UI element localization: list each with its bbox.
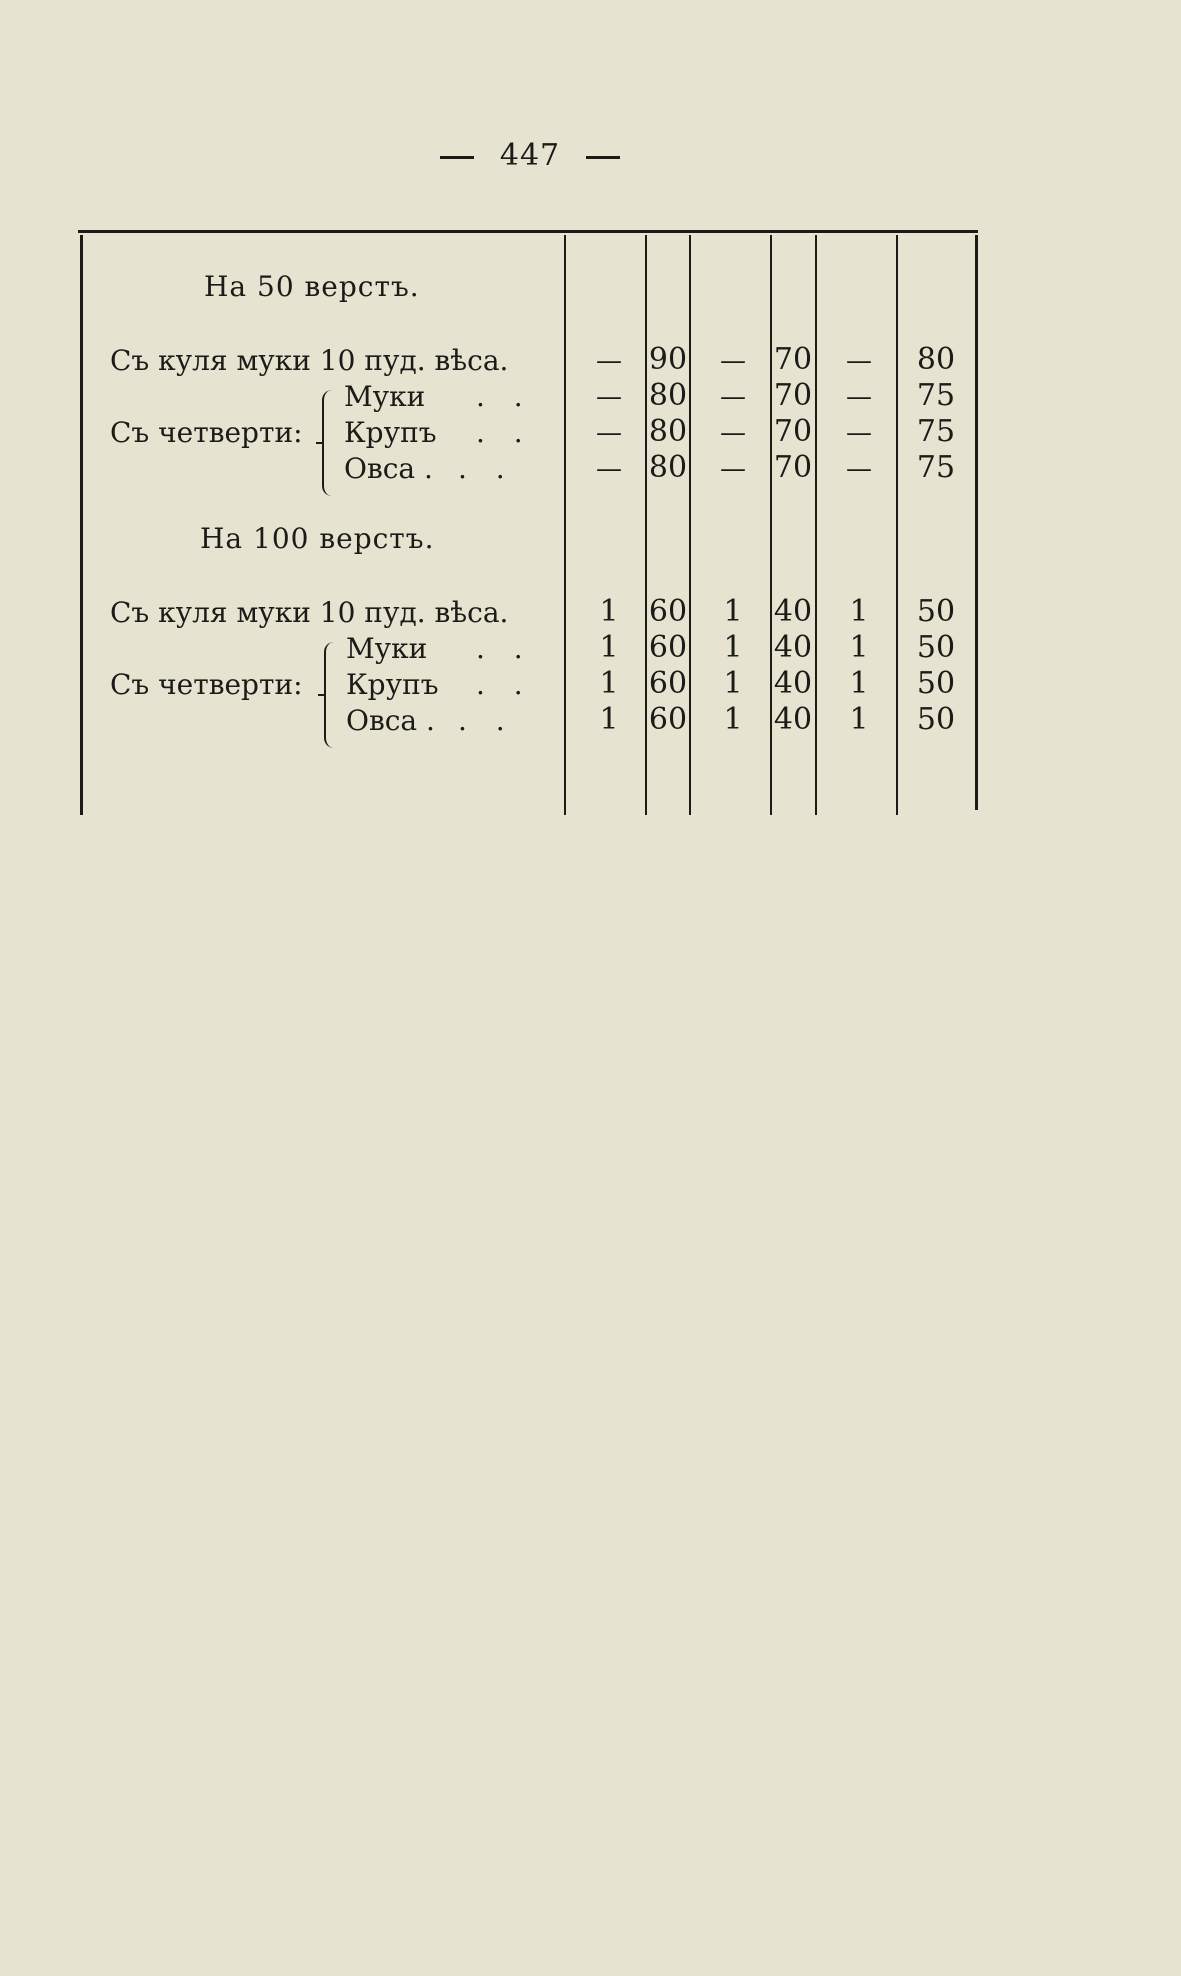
value-cell: 70	[773, 342, 813, 377]
row-label: Съ куля муки 10 пуд. вѣса.	[110, 344, 509, 377]
value-cell: —	[720, 418, 746, 448]
value-cell: 40	[773, 702, 813, 737]
value-cell: 1	[723, 594, 743, 629]
value-cell: —	[846, 346, 872, 376]
value-cell: 60	[648, 630, 688, 665]
value-cell: 40	[773, 630, 813, 665]
value-cell: 40	[773, 666, 813, 701]
leader-dots: . .	[476, 416, 533, 449]
dash-right	[586, 156, 620, 159]
column-divider	[564, 235, 566, 815]
value-cell: 1	[849, 630, 869, 665]
value-cell: —	[720, 346, 746, 376]
table-left-border	[80, 235, 83, 815]
value-cell: 1	[599, 594, 619, 629]
value-cell: 60	[648, 666, 688, 701]
value-cell: —	[596, 454, 622, 484]
value-cell: 1	[849, 594, 869, 629]
value-cell: —	[596, 382, 622, 412]
value-cell: 60	[648, 702, 688, 737]
row-label: Муки	[346, 632, 428, 665]
row-label: Крупъ	[344, 416, 437, 449]
value-cell: 1	[723, 702, 743, 737]
value-cell: 90	[648, 342, 688, 377]
value-cell: 50	[916, 630, 956, 665]
value-cell: 80	[916, 342, 956, 377]
leader-dots: . .	[458, 452, 515, 485]
leader-dots: . .	[476, 380, 533, 413]
value-cell: 1	[849, 666, 869, 701]
section-title: На 50 верстъ.	[204, 270, 420, 303]
row-label: Овса .	[344, 452, 433, 485]
brace-point	[318, 694, 326, 696]
leader-dots: . .	[476, 632, 533, 665]
leader-dots: . .	[476, 668, 533, 701]
table-right-border	[975, 235, 978, 810]
value-cell: —	[846, 418, 872, 448]
value-cell: —	[720, 454, 746, 484]
value-cell: —	[846, 382, 872, 412]
group-label: Съ четверти:	[110, 416, 303, 449]
value-cell: 40	[773, 594, 813, 629]
section-title: На 100 верстъ.	[200, 522, 435, 555]
value-cell: 80	[648, 450, 688, 485]
tariff-table	[78, 230, 980, 816]
value-cell: —	[720, 382, 746, 412]
dash-left	[440, 156, 474, 159]
value-cell: 75	[916, 378, 956, 413]
value-cell: 80	[648, 414, 688, 449]
value-cell: 1	[723, 666, 743, 701]
row-label: Овса .	[346, 704, 435, 737]
group-label: Съ четверти:	[110, 668, 303, 701]
value-cell: —	[596, 418, 622, 448]
value-cell: 70	[773, 450, 813, 485]
value-cell: —	[596, 346, 622, 376]
value-cell: 1	[599, 702, 619, 737]
value-cell: 75	[916, 450, 956, 485]
value-cell: 1	[599, 630, 619, 665]
row-label: Муки	[344, 380, 426, 413]
page-number: 447	[0, 138, 1060, 173]
value-cell: 1	[599, 666, 619, 701]
value-cell: 50	[916, 594, 956, 629]
value-cell: 50	[916, 666, 956, 701]
row-label: Съ куля муки 10 пуд. вѣса.	[110, 596, 509, 629]
brace-point	[316, 442, 324, 444]
value-cell: 70	[773, 378, 813, 413]
row-label: Крупъ	[346, 668, 439, 701]
value-cell: 1	[723, 630, 743, 665]
value-cell: 70	[773, 414, 813, 449]
value-cell: 60	[648, 594, 688, 629]
value-cell: —	[846, 454, 872, 484]
value-cell: 80	[648, 378, 688, 413]
table-top-rule	[78, 230, 978, 233]
value-cell: 50	[916, 702, 956, 737]
value-cell: 75	[916, 414, 956, 449]
value-cell: 1	[849, 702, 869, 737]
column-divider	[815, 235, 817, 815]
leader-dots: . .	[458, 704, 515, 737]
